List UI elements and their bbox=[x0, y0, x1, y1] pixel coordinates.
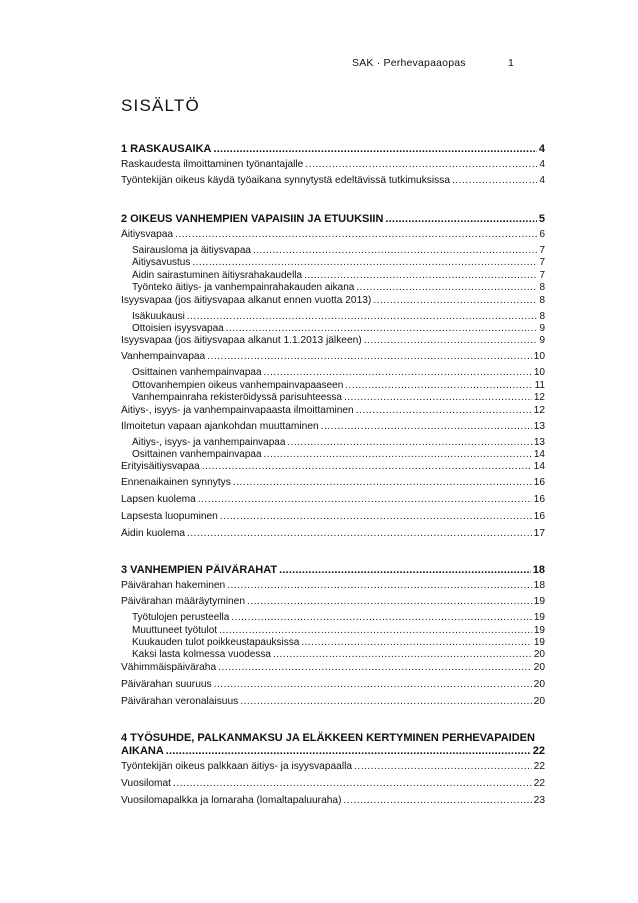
toc-page-number: 10 bbox=[533, 367, 545, 379]
toc-entry-label: 1 RASKAUSAIKA bbox=[121, 143, 212, 155]
toc-entry-label: Äidin kuolema bbox=[121, 528, 185, 540]
toc-entry[interactable] bbox=[121, 295, 545, 311]
dot-leader bbox=[321, 421, 532, 432]
toc-page-number: 7 bbox=[539, 257, 545, 269]
toc-entry-label: 3 VANHEMPIEN PÄIVÄRAHAT bbox=[121, 564, 278, 577]
toc-entry[interactable] bbox=[121, 421, 545, 437]
toc-entry-label: Päivärahan määräytyminen bbox=[121, 596, 246, 608]
toc-entry-label: Päivärahan suuruus bbox=[121, 678, 212, 690]
toc-title: SISÄLTÖ bbox=[121, 96, 200, 115]
toc-entry-label: Osittainen vanhempainvapaa bbox=[132, 448, 262, 460]
toc-page-number: 8 bbox=[539, 282, 545, 294]
toc-entry[interactable] bbox=[121, 795, 545, 812]
toc-entry-label: Lapsen kuolema bbox=[121, 494, 196, 506]
toc-entry[interactable] bbox=[121, 528, 545, 545]
dot-leader bbox=[264, 449, 532, 460]
dot-leader bbox=[354, 761, 532, 772]
table-of-contents bbox=[121, 143, 545, 812]
dot-leader bbox=[364, 335, 538, 346]
toc-entry-label: Työtulojen perusteella bbox=[132, 612, 230, 624]
toc-page-number: 19 bbox=[533, 596, 545, 608]
toc-entry[interactable] bbox=[121, 596, 545, 612]
dot-leader bbox=[240, 696, 531, 707]
dot-leader bbox=[345, 380, 532, 391]
toc-entry-label: Erityisäitiysvapaa bbox=[121, 461, 200, 473]
toc-page-number: 4 bbox=[538, 143, 545, 155]
toc-entry-label: Isyysvapaa (jos äitiysvapaa alkanut 1.1.2013 jälkeen) bbox=[121, 335, 362, 347]
toc-page-number: 8 bbox=[539, 294, 545, 306]
dot-leader bbox=[187, 528, 532, 539]
toc-subentry[interactable] bbox=[121, 270, 545, 282]
section-spacer bbox=[121, 191, 545, 213]
dot-leader bbox=[202, 461, 532, 472]
toc-page-number: 19 bbox=[533, 612, 545, 624]
dot-leader bbox=[253, 245, 537, 256]
toc-entry-label: Työntekijän oikeus käydä työaikana synnytystä edeltävissä tutkimuksissa bbox=[121, 175, 450, 186]
toc-page-number: 18 bbox=[533, 580, 545, 592]
toc-entry[interactable] bbox=[121, 511, 545, 528]
header-page-number: 1 bbox=[508, 57, 514, 69]
toc-page-number: 7 bbox=[539, 269, 545, 281]
dot-leader bbox=[227, 580, 531, 591]
toc-page-number: 4 bbox=[539, 159, 545, 170]
dot-leader bbox=[304, 270, 537, 281]
toc-entry-label: Raskaudesta ilmoittaminen työnantajalle bbox=[121, 159, 304, 170]
dot-leader bbox=[287, 437, 531, 448]
toc-page-number: 13 bbox=[533, 420, 545, 432]
dot-leader bbox=[213, 143, 536, 155]
toc-page-number: 16 bbox=[533, 511, 545, 523]
toc-page-number: 10 bbox=[533, 351, 545, 363]
toc-entry-label: Ottoisien isyysvapaa bbox=[132, 322, 224, 334]
toc-entry[interactable] bbox=[121, 778, 545, 795]
toc-page-number: 23 bbox=[533, 794, 545, 806]
toc-entry-label: Isäkuukausi bbox=[132, 310, 185, 322]
toc-page-number: 9 bbox=[539, 322, 545, 334]
toc-entry[interactable] bbox=[121, 175, 545, 191]
toc-entry-label: Äitiys-, isyys- ja vanhempainvapaasta ilmoittaminen bbox=[121, 404, 354, 416]
toc-entry-label: Äitiys-, isyys- ja vanhempainvapaa bbox=[132, 436, 286, 448]
toc-entry[interactable] bbox=[121, 494, 545, 511]
toc-entry[interactable] bbox=[121, 477, 545, 494]
toc-entry[interactable] bbox=[121, 335, 545, 351]
toc-page-number: 18 bbox=[532, 564, 545, 577]
dot-leader bbox=[344, 392, 532, 403]
toc-subentry[interactable] bbox=[121, 367, 545, 379]
toc-subentry[interactable] bbox=[121, 392, 545, 404]
dot-leader bbox=[305, 159, 537, 170]
dot-leader bbox=[214, 679, 532, 690]
toc-page-number: 7 bbox=[539, 245, 545, 256]
toc-chapter-1[interactable] bbox=[121, 143, 545, 159]
toc-entry[interactable] bbox=[121, 159, 545, 175]
toc-page-number: 20 bbox=[533, 678, 545, 690]
toc-entry-label: Ilmoitetun vapaan ajankohdan muuttaminen bbox=[121, 420, 319, 432]
toc-entry-label: Muuttuneet työtulot bbox=[132, 624, 218, 636]
dot-leader bbox=[279, 564, 531, 576]
toc-entry-label: Äitiysvapaa bbox=[121, 229, 174, 240]
toc-page-number: 22 bbox=[533, 777, 545, 789]
toc-entry-label: Kaksi lasta kolmessa vuodessa bbox=[132, 649, 271, 661]
toc-page-number: 20 bbox=[533, 695, 545, 707]
toc-page-number: 8 bbox=[539, 310, 545, 322]
toc-subentry[interactable] bbox=[121, 449, 545, 461]
toc-subentry[interactable] bbox=[121, 437, 545, 449]
dot-leader bbox=[187, 311, 538, 322]
dot-leader bbox=[301, 637, 532, 648]
dot-leader bbox=[173, 778, 532, 789]
toc-page-number: 5 bbox=[538, 213, 545, 225]
toc-entry-label: Ottovanhempien oikeus vanhempainvapaaseen bbox=[132, 379, 344, 391]
dot-leader bbox=[198, 494, 532, 505]
toc-subentry[interactable] bbox=[121, 612, 545, 624]
toc-page-number: 22 bbox=[532, 744, 545, 757]
toc-page-number: 4 bbox=[539, 175, 545, 186]
dot-leader bbox=[219, 625, 532, 636]
toc-entry-label: Työnteko äitiys- ja vanhempainrahakauden aikana bbox=[132, 282, 355, 294]
toc-entry-label: Lapsesta luopuminen bbox=[121, 511, 218, 523]
toc-page-number: 14 bbox=[533, 461, 545, 473]
toc-page-number: 11 bbox=[534, 379, 545, 391]
toc-entry[interactable] bbox=[121, 351, 545, 367]
toc-entry[interactable] bbox=[121, 405, 545, 421]
dot-leader bbox=[192, 257, 537, 268]
section-spacer bbox=[121, 713, 545, 732]
toc-entry-label: 2 OIKEUS VANHEMPIEN VAPAISIIN JA ETUUKSIIN bbox=[121, 213, 384, 225]
dot-leader bbox=[385, 213, 536, 225]
toc-chapter-4-line1[interactable]: 4 TYÖSUHDE, PALKANMAKSU JA ELÄKKEEN KERTYMINEN PERHEVAPAIDEN bbox=[121, 731, 535, 744]
dot-leader bbox=[356, 282, 537, 293]
toc-entry[interactable] bbox=[121, 229, 545, 245]
toc-subentry[interactable] bbox=[121, 380, 545, 392]
header-title: SAK · Perhevapaaopas bbox=[352, 57, 466, 69]
toc-entry-label: Sairausloma ja äitiysvapaa bbox=[132, 245, 251, 256]
dot-leader bbox=[233, 477, 532, 488]
toc-page-number: 22 bbox=[533, 760, 545, 772]
dot-leader bbox=[226, 323, 538, 334]
toc-entry-label: Vähimmäispäiväraha bbox=[121, 661, 217, 673]
dot-leader bbox=[247, 596, 532, 607]
toc-subentry[interactable] bbox=[121, 649, 545, 661]
toc-page-number: 14 bbox=[533, 448, 545, 460]
toc-entry[interactable] bbox=[121, 679, 545, 696]
dot-leader bbox=[343, 795, 531, 806]
toc-entry[interactable] bbox=[121, 696, 545, 713]
toc-entry-label: Vuosilomat bbox=[121, 777, 172, 789]
toc-entry-label: Isyysvapaa (jos äitiysvapaa alkanut ennen vuotta 2013) bbox=[121, 294, 372, 306]
toc-page-number: 12 bbox=[533, 404, 545, 416]
toc-entry-label: Äidin sairastuminen äitiysrahakaudella bbox=[132, 269, 303, 281]
toc-page-number: 20 bbox=[533, 649, 545, 661]
toc-subentry[interactable] bbox=[121, 245, 545, 257]
dot-leader bbox=[231, 612, 532, 623]
dot-leader bbox=[175, 229, 537, 240]
toc-entry-label: Kuukauden tulot poikkeustapauksissa bbox=[132, 637, 300, 649]
dot-leader bbox=[273, 649, 532, 660]
toc-entry-label: Äitiysavustus bbox=[132, 257, 191, 269]
dot-leader bbox=[207, 351, 531, 362]
toc-page-number: 13 bbox=[533, 436, 545, 448]
toc-entry-label: Ennenaikainen synnytys bbox=[121, 477, 231, 489]
toc-chapter-2[interactable] bbox=[121, 213, 545, 229]
dot-leader bbox=[220, 511, 532, 522]
dot-leader bbox=[264, 367, 532, 378]
toc-entry-label: Vanhempainraha rekisteröidyssä parisuhteessa bbox=[132, 392, 342, 404]
toc-page-number: 19 bbox=[533, 624, 545, 636]
toc-entry[interactable] bbox=[121, 461, 545, 477]
toc-page-number: 12 bbox=[533, 392, 545, 404]
toc-page-number: 16 bbox=[533, 477, 545, 489]
dot-leader bbox=[452, 175, 537, 186]
toc-entry-label: Vanhempainvapaa bbox=[121, 351, 206, 363]
toc-entry-label: Päivärahan hakeminen bbox=[121, 580, 226, 592]
toc-page-number: 20 bbox=[533, 661, 545, 673]
toc-page-number: 6 bbox=[539, 229, 545, 240]
toc-entry[interactable] bbox=[121, 662, 545, 679]
toc-entry-label: Vuosilomapalkka ja lomaraha (lomaltapaluuraha) bbox=[121, 794, 342, 806]
dot-leader bbox=[356, 405, 532, 416]
dot-leader bbox=[166, 745, 531, 757]
toc-page-number: 19 bbox=[533, 637, 545, 649]
toc-entry[interactable] bbox=[121, 761, 545, 778]
toc-page-number: 17 bbox=[533, 528, 545, 540]
toc-subentry[interactable] bbox=[121, 311, 545, 323]
toc-subentry[interactable] bbox=[121, 323, 545, 335]
toc-subentry[interactable] bbox=[121, 625, 545, 637]
page-header bbox=[0, 57, 638, 71]
toc-entry[interactable] bbox=[121, 580, 545, 596]
toc-subentry[interactable] bbox=[121, 637, 545, 649]
toc-entry-label: Osittainen vanhempainvapaa bbox=[132, 367, 262, 379]
toc-entry-label: Työntekijän oikeus palkkaan äitiys- ja isyysvapaalla bbox=[121, 760, 353, 772]
dot-leader bbox=[218, 662, 532, 673]
toc-subentry[interactable] bbox=[121, 282, 545, 294]
section-spacer bbox=[121, 545, 545, 564]
toc-chapter-4[interactable] bbox=[121, 745, 545, 761]
toc-entry-label: AIKANA bbox=[121, 744, 164, 757]
toc-page-number: 16 bbox=[533, 494, 545, 506]
toc-entry-label: Päivärahan veronalaisuus bbox=[121, 695, 239, 707]
toc-page-number: 9 bbox=[539, 335, 545, 347]
dot-leader bbox=[373, 295, 537, 306]
toc-chapter-3[interactable] bbox=[121, 564, 545, 580]
toc-subentry[interactable] bbox=[121, 257, 545, 269]
